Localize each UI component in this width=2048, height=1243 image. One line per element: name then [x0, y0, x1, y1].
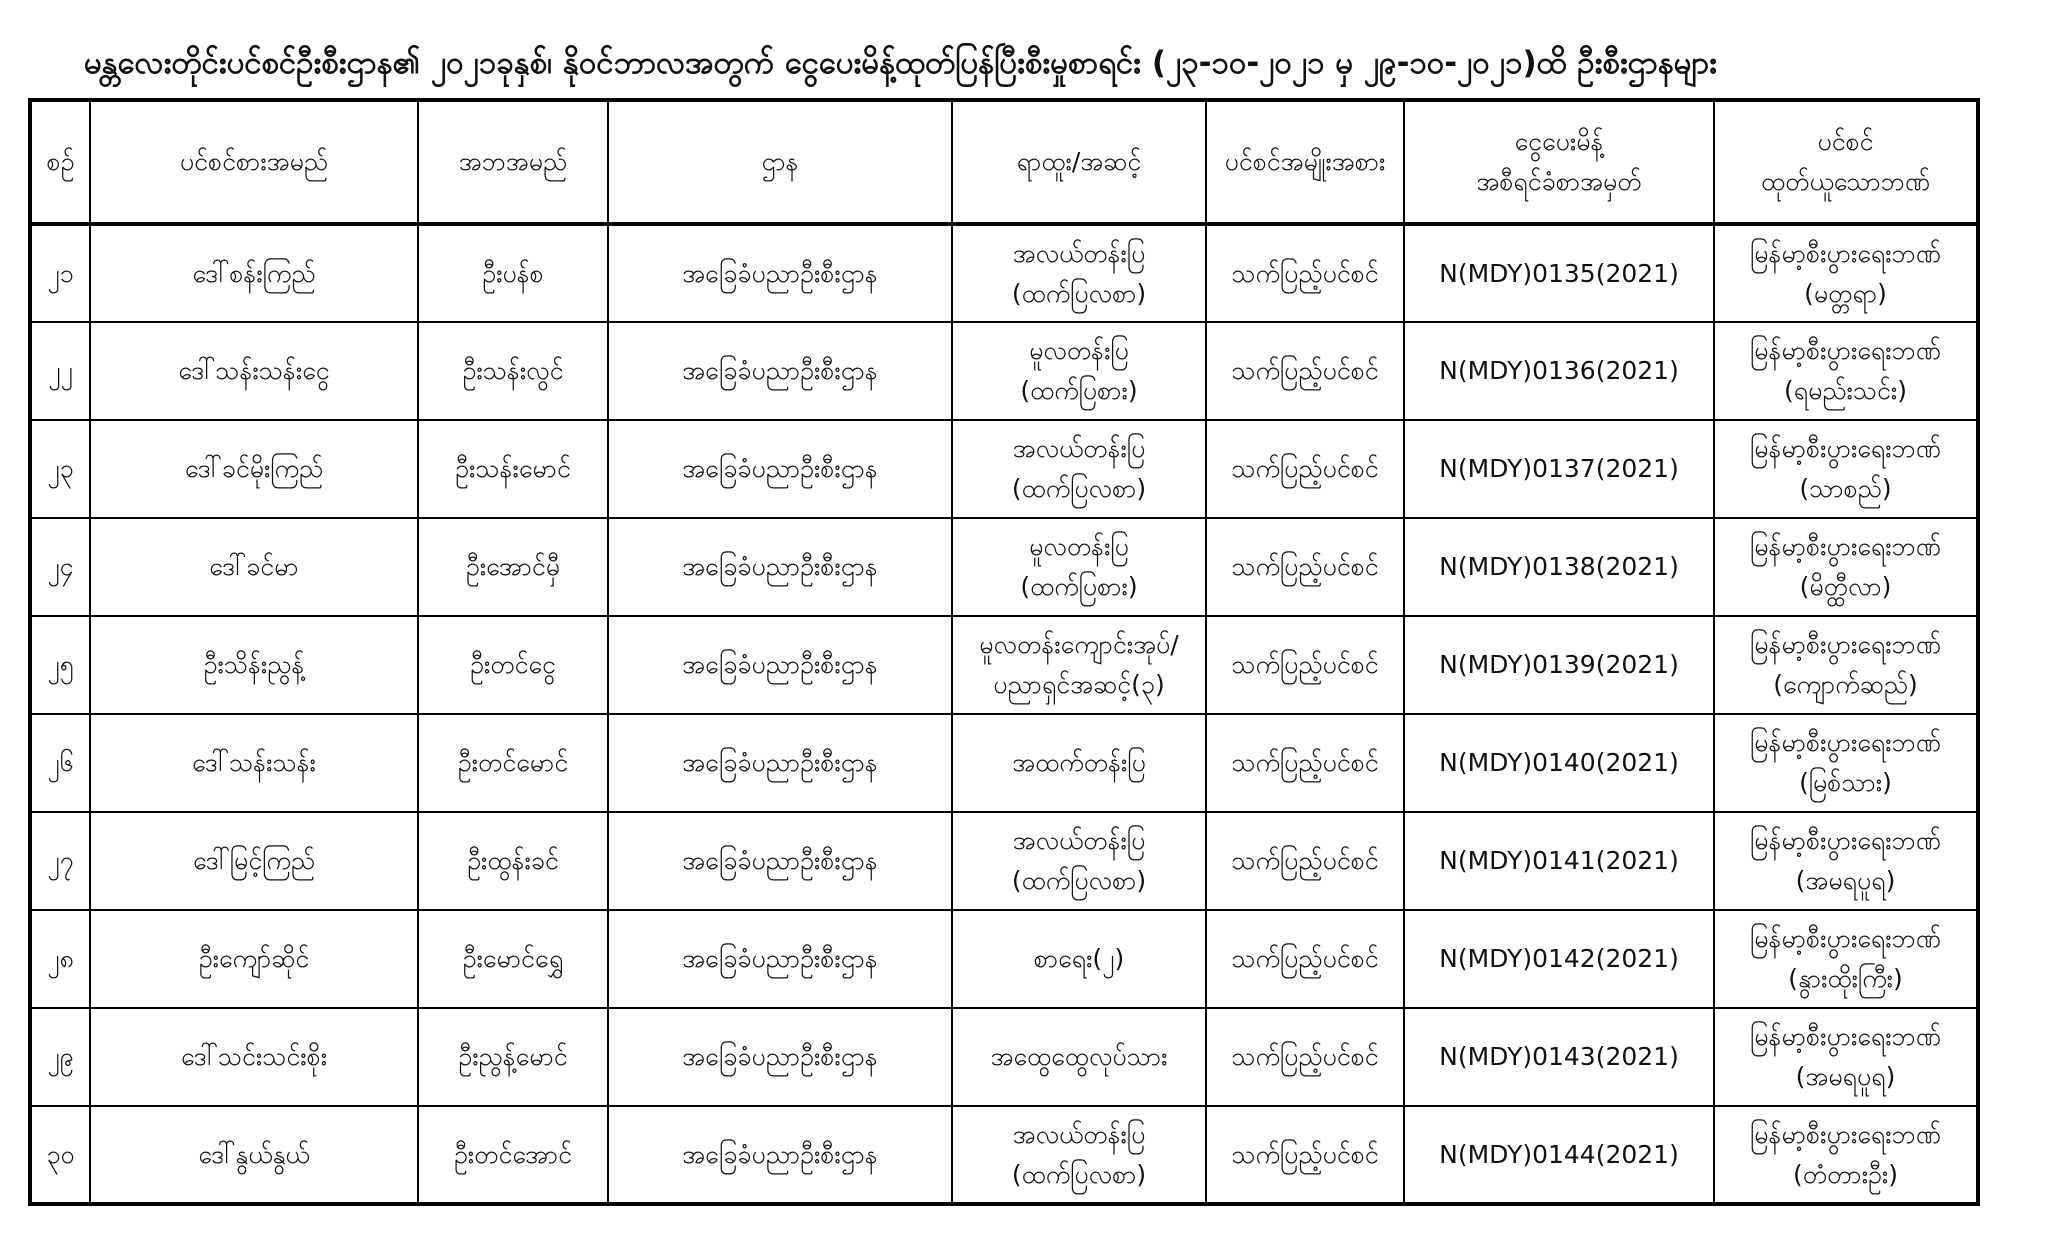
cell-name: ဒေါ်ခင်မာ	[90, 518, 418, 616]
cell-name: ဦးကျော်ဆိုင်	[90, 910, 418, 1008]
cell-order: N(MDY)0142(2021)	[1404, 910, 1714, 1008]
cell-rank-line1: အလယ်တန်းပြ	[1012, 434, 1146, 463]
cell-bank-line1: မြန်မာ့စီးပွားရေးဘဏ်	[1750, 630, 1941, 659]
cell-rank-line2: (ထက်ပြလစာ)	[1011, 866, 1147, 895]
cell-no: ၂၃	[30, 420, 90, 518]
cell-bank-line1: မြန်မာ့စီးပွားရေးဘဏ်	[1750, 1119, 1941, 1149]
cell-type: သက်ပြည့်ပင်စင်	[1206, 518, 1404, 616]
cell-dept: အခြေခံပညာဦးစီးဌာန	[608, 322, 952, 420]
cell-type: သက်ပြည့်ပင်စင်	[1206, 322, 1404, 420]
cell-dept: အခြေခံပညာဦးစီးဌာန	[608, 1008, 952, 1106]
cell-no: ၂၇	[30, 812, 90, 910]
cell-type: သက်ပြည့်ပင်စင်	[1206, 812, 1404, 910]
table-row	[30, 1106, 1978, 1204]
cell-no: ၂၅	[30, 616, 90, 714]
cell-rank	[952, 616, 1206, 714]
cell-rank-line1: မူလတန်းပြ	[1029, 532, 1129, 561]
cell-order: N(MDY)0144(2021)	[1404, 1106, 1714, 1204]
cell-order: N(MDY)0137(2021)	[1404, 420, 1714, 518]
cell-order: N(MDY)0138(2021)	[1404, 518, 1714, 616]
cell-name: ဒေါ်သန်းသန်းငွေ	[90, 322, 418, 420]
cell-bank	[1714, 812, 1978, 910]
cell-name: ဦးသိန်းညွန့်	[90, 616, 418, 714]
cell-type: သက်ပြည့်ပင်စင်	[1206, 910, 1404, 1008]
header-father: အဘအမည်	[418, 100, 608, 224]
cell-order: N(MDY)0141(2021)	[1404, 812, 1714, 910]
cell-bank-line2: (သာစည်)	[1799, 474, 1892, 503]
cell-order: N(MDY)0140(2021)	[1404, 714, 1714, 812]
cell-no: ၂၈	[30, 910, 90, 1008]
cell-rank-line1: အလယ်တန်းပြ	[1012, 826, 1146, 855]
cell-bank-line2: (တံတားဦး)	[1792, 1159, 1899, 1189]
cell-no: ၃၀	[30, 1106, 90, 1204]
cell-bank	[1714, 224, 1978, 322]
cell-rank-line2: (ထက်ပြစား)	[1020, 572, 1138, 601]
cell-no: ၂၆	[30, 714, 90, 812]
table-row	[30, 1008, 1978, 1106]
header-order-line2: အစီရင်ခံစာအမှတ်	[1476, 167, 1642, 196]
cell-father: ဦးတင်မောင်	[418, 714, 608, 812]
cell-name: ဒေါ်စန်းကြည်	[90, 224, 418, 322]
cell-bank-line2: (ရမည်းသင်း)	[1783, 376, 1908, 405]
cell-father: ဦးပန်စ	[418, 224, 608, 322]
cell-bank-line1: မြန်မာ့စီးပွားရေးဘဏ်	[1750, 238, 1941, 268]
cell-father: ဦးညွန့်မောင်	[418, 1008, 608, 1106]
table-body	[30, 224, 1978, 1204]
header-bank	[1714, 100, 1978, 224]
cell-name: ဒေါ်နွယ်နွယ်	[90, 1106, 418, 1204]
cell-bank-line1: မြန်မာ့စီးပွားရေးဘဏ်	[1750, 728, 1941, 757]
cell-bank-line1: မြန်မာ့စီးပွားရေးဘဏ်	[1750, 532, 1941, 561]
cell-rank-line1: အထက်တန်းပြ	[1012, 748, 1146, 777]
document-title: မန္တလေးတိုင်းပင်စင်ဦးစီးဌာန၏ ၂၀၂၁ခုနှစ်၊ နိုဝင်ဘာလအတွက် ငွေပေးမိန့်ထုတ်ပြန်ပြီးစီးမှုစာရင်း (၂၃-၁၀-၂၀၂၁ မှ ၂၉-၁၀-၂၀၂၁)ထိ ဦးစီးဌာနများ	[84, 45, 1718, 81]
cell-bank	[1714, 322, 1978, 420]
cell-type: သက်ပြည့်ပင်စင်	[1206, 420, 1404, 518]
cell-rank-line2: (ထက်ပြလစာ)	[1011, 278, 1147, 308]
cell-bank-line1: မြန်မာ့စီးပွားရေးဘဏ်	[1750, 1022, 1941, 1051]
cell-order: N(MDY)0139(2021)	[1404, 616, 1714, 714]
cell-dept: အခြေခံပညာဦးစီးဌာန	[608, 224, 952, 322]
cell-rank-line2: ပညာရှင်အဆင့်(၃)	[993, 670, 1165, 699]
cell-dept: အခြေခံပညာဦးစီးဌာန	[608, 420, 952, 518]
cell-rank	[952, 224, 1206, 322]
cell-bank	[1714, 420, 1978, 518]
table-row	[30, 616, 1978, 714]
cell-dept: အခြေခံပညာဦးစီးဌာန	[608, 1106, 952, 1204]
cell-rank-line2: (ထက်ပြလစာ)	[1011, 474, 1147, 503]
header-type: ပင်စင်အမျိုးအစား	[1206, 100, 1404, 224]
cell-bank	[1714, 910, 1978, 1008]
cell-type: သက်ပြည့်ပင်စင်	[1206, 224, 1404, 322]
cell-rank	[952, 812, 1206, 910]
cell-rank	[952, 322, 1206, 420]
header-rank: ရာထူး/အဆင့်	[952, 100, 1206, 224]
cell-rank-line2: (ထက်ပြလစာ)	[1011, 1159, 1147, 1189]
cell-father: ဦးတင်ငွေ	[418, 616, 608, 714]
cell-dept: အခြေခံပညာဦးစီးဌာန	[608, 714, 952, 812]
cell-no: ၂၄	[30, 518, 90, 616]
header-bank-line1: ပင်စင်	[1817, 127, 1874, 156]
cell-rank	[952, 420, 1206, 518]
cell-name: ဒေါ်သင်းသင်းစိုး	[90, 1008, 418, 1106]
cell-bank-line2: (အမရပူရ)	[1795, 866, 1896, 895]
cell-dept: အခြေခံပညာဦးစီးဌာန	[608, 518, 952, 616]
cell-rank-line1: အထွေထွေလုပ်သား	[990, 1042, 1168, 1071]
cell-order: N(MDY)0143(2021)	[1404, 1008, 1714, 1106]
cell-name: ဒေါ်မြင့်ကြည်	[90, 812, 418, 910]
header-order	[1404, 100, 1714, 224]
pension-table	[28, 98, 1980, 1206]
cell-father: ဦးသန်းလွင်	[418, 322, 608, 420]
cell-rank-line1: မူလတန်းပြ	[1029, 336, 1129, 365]
cell-no: ၂၂	[30, 322, 90, 420]
cell-bank-line2: (မြစ်သား)	[1799, 768, 1892, 797]
cell-father: ဦးအောင်မှီ	[418, 518, 608, 616]
cell-type: သက်ပြည့်ပင်စင်	[1206, 1106, 1404, 1204]
cell-father: ဦးမောင်ရွှေ	[418, 910, 608, 1008]
cell-rank	[952, 1106, 1206, 1204]
cell-bank-line2: (အမရပူရ)	[1795, 1062, 1896, 1091]
cell-rank	[952, 1008, 1206, 1106]
header-dept: ဌာန	[608, 100, 952, 224]
table-row	[30, 714, 1978, 812]
table-row	[30, 812, 1978, 910]
cell-rank-line1: မူလတန်းကျောင်းအုပ်/	[979, 630, 1179, 659]
header-name: ပင်စင်စားအမည်	[90, 100, 418, 224]
cell-father: ဦးသန်းမောင်	[418, 420, 608, 518]
cell-bank-line1: မြန်မာ့စီးပွားရေးဘဏ်	[1750, 336, 1941, 365]
cell-rank-line2: (ထက်ပြစား)	[1020, 376, 1138, 405]
table-row	[30, 420, 1978, 518]
cell-bank	[1714, 616, 1978, 714]
cell-type: သက်ပြည့်ပင်စင်	[1206, 616, 1404, 714]
cell-rank	[952, 518, 1206, 616]
cell-bank-line2: (မတ္တရာ)	[1804, 278, 1887, 308]
cell-bank-line2: (မိတ္ထီလာ)	[1799, 572, 1892, 601]
cell-bank	[1714, 1106, 1978, 1204]
cell-bank-line1: မြန်မာ့စီးပွားရေးဘဏ်	[1750, 434, 1941, 463]
cell-type: သက်ပြည့်ပင်စင်	[1206, 714, 1404, 812]
cell-bank	[1714, 518, 1978, 616]
cell-order: N(MDY)0135(2021)	[1404, 224, 1714, 322]
cell-dept: အခြေခံပညာဦးစီးဌာန	[608, 812, 952, 910]
cell-name: ဒေါ်သန်းသန်း	[90, 714, 418, 812]
cell-bank-line1: မြန်မာ့စီးပွားရေးဘဏ်	[1750, 826, 1941, 855]
cell-no: ၂၁	[30, 224, 90, 322]
cell-dept: အခြေခံပညာဦးစီးဌာန	[608, 910, 952, 1008]
cell-rank-line1: အလယ်တန်းပြ	[1012, 1119, 1146, 1149]
header-order-line1: ငွေပေးမိန့်	[1514, 127, 1604, 156]
cell-bank	[1714, 714, 1978, 812]
cell-bank-line1: မြန်မာ့စီးပွားရေးဘဏ်	[1750, 924, 1941, 953]
cell-rank-line1: စာရေး(၂)	[1033, 944, 1125, 973]
cell-no: ၂၉	[30, 1008, 90, 1106]
cell-dept: အခြေခံပညာဦးစီးဌာန	[608, 616, 952, 714]
header-row	[30, 100, 1978, 224]
cell-father: ဦးထွန်းခင်	[418, 812, 608, 910]
table-row	[30, 910, 1978, 1008]
table-row	[30, 518, 1978, 616]
cell-bank-line2: (နွားထိုးကြီး)	[1788, 964, 1903, 993]
cell-type: သက်ပြည့်ပင်စင်	[1206, 1008, 1404, 1106]
table-header	[30, 100, 1978, 224]
cell-order: N(MDY)0136(2021)	[1404, 322, 1714, 420]
header-no: စဉ်	[30, 100, 90, 224]
header-bank-line2: ထုတ်ယူသောဘဏ်	[1760, 167, 1931, 196]
cell-name: ဒေါ်ခင်မိုးကြည်	[90, 420, 418, 518]
cell-bank	[1714, 1008, 1978, 1106]
table-row	[30, 322, 1978, 420]
cell-rank	[952, 714, 1206, 812]
table-row	[30, 224, 1978, 322]
cell-rank-line1: အလယ်တန်းပြ	[1012, 238, 1146, 268]
cell-father: ဦးတင်အောင်	[418, 1106, 608, 1204]
cell-rank	[952, 910, 1206, 1008]
cell-bank-line2: (ကျောက်ဆည်)	[1773, 670, 1918, 699]
